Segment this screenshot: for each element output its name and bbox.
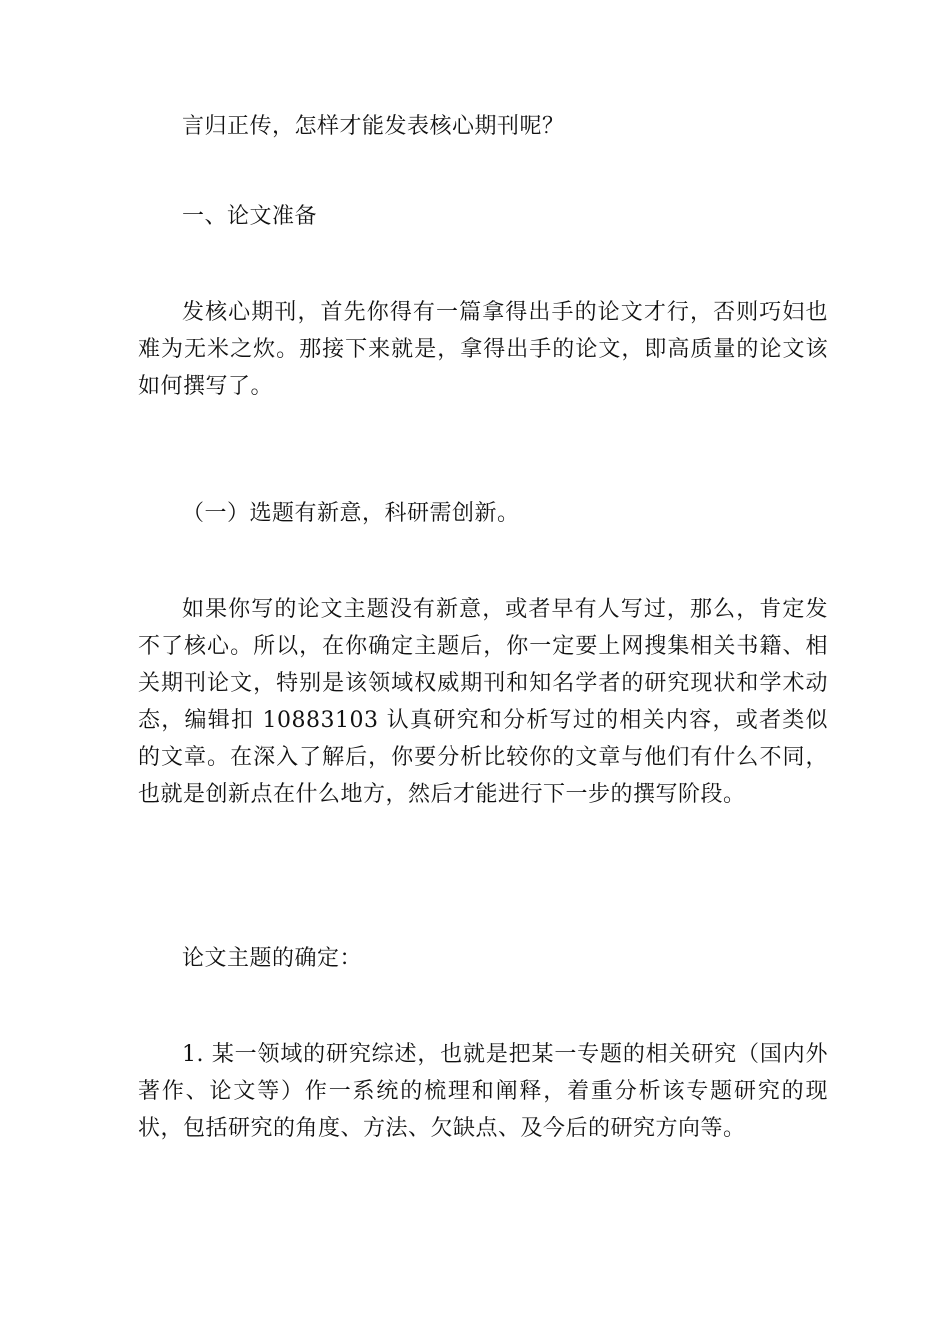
paragraph-quality-paper: 发核心期刊，首先你得有一篇拿得出手的论文才行，否则巧妇也难为无米之炊。那接下来就是，拿得出手的论文，即高质量的论文该如何撰写了。 xyxy=(138,300,828,399)
heading-paper-preparation: 一、论文准备 xyxy=(182,204,318,229)
subheading-topic-innovation: （一）选题有新意，科研需创新。 xyxy=(182,501,520,526)
paragraph-topic-research: 如果你写的论文主题没有新意，或者早有人写过，那么，肯定发不了核心。所以，在你确定主题后，你一定要上网搜集相关书籍、相关期刊论文，特别是该领域权威期刊和知名学者的研究现状和学术动态，编辑扣 10883103 认真研究和分析写过的相关内容，或者类似的文章。在深入了解后，你要分析比较你的文章与他们有什么不同，也就是创新点在什么地方，然后才能进行下一步的撰写阶段。 xyxy=(138,597,828,807)
paragraph-intro-question: 言归正传，怎样才能发表核心期刊呢？ xyxy=(182,114,565,139)
list-item-literature-review: 1. 某一领域的研究综述，也就是把某一专题的相关研究（国内外著作、论文等）作一系统的梳理和阐释，着重分析该专题研究的现状，包括研究的角度、方法、欠缺点、及今后的研究方向等。 xyxy=(138,1042,828,1141)
heading-topic-determination: 论文主题的确定： xyxy=(182,946,363,971)
